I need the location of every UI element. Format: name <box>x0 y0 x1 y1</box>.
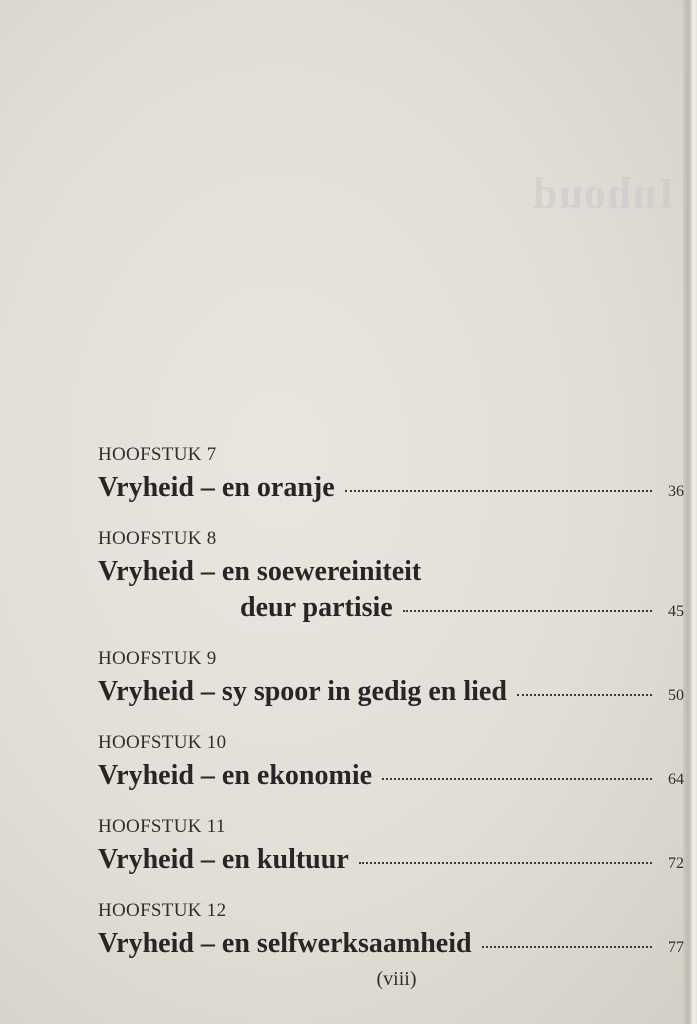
chapter-label: HOOFSTUK 9 <box>98 648 217 669</box>
toc-title-row <box>98 674 684 714</box>
page-edge <box>683 0 697 1024</box>
page-number: 64 <box>668 771 684 788</box>
page-number: 72 <box>668 855 684 872</box>
show-through-heading: Inhoud <box>532 169 676 218</box>
chapter-title: Vryheid – en selfwerksaamheid <box>98 928 472 959</box>
chapter-title: Vryheid – en kultuur <box>98 844 349 875</box>
dot-leader <box>359 862 652 864</box>
toc-title-row <box>98 554 684 590</box>
chapter-label: HOOFSTUK 11 <box>98 816 226 837</box>
page-folio: (viii) <box>376 968 417 990</box>
toc-entry <box>98 528 684 630</box>
toc-title-row <box>98 842 684 882</box>
dot-leader <box>345 490 652 492</box>
chapter-title: Vryheid – sy spoor in gedig en lied <box>98 676 507 707</box>
table-of-contents <box>98 444 684 966</box>
toc-entry <box>98 732 684 798</box>
dot-leader <box>403 610 652 612</box>
dot-leader <box>517 694 652 696</box>
chapter-label: HOOFSTUK 7 <box>98 444 217 465</box>
toc-title-row <box>98 758 684 798</box>
dot-leader <box>382 778 652 780</box>
toc-entry <box>98 816 684 882</box>
dot-leader <box>482 946 652 948</box>
page-number: 50 <box>668 687 684 704</box>
toc-entry <box>98 444 684 510</box>
toc-entry <box>98 900 684 966</box>
chapter-label: HOOFSTUK 10 <box>98 732 227 753</box>
chapter-label: HOOFSTUK 8 <box>98 528 217 549</box>
toc-title-row <box>98 590 684 630</box>
chapter-title-line2: deur partisie <box>240 592 393 623</box>
chapter-title-line1: Vryheid – en soewereiniteit <box>98 556 422 587</box>
chapter-label: HOOFSTUK 12 <box>98 900 227 921</box>
page-number: 45 <box>668 603 684 620</box>
chapter-title: Vryheid – en oranje <box>98 472 335 503</box>
page-number: 36 <box>668 483 684 500</box>
toc-entry <box>98 648 684 714</box>
toc-title-row <box>98 470 684 510</box>
toc-title-row <box>98 926 684 966</box>
page-number: 77 <box>668 939 684 956</box>
chapter-title: Vryheid – en ekonomie <box>98 760 373 791</box>
